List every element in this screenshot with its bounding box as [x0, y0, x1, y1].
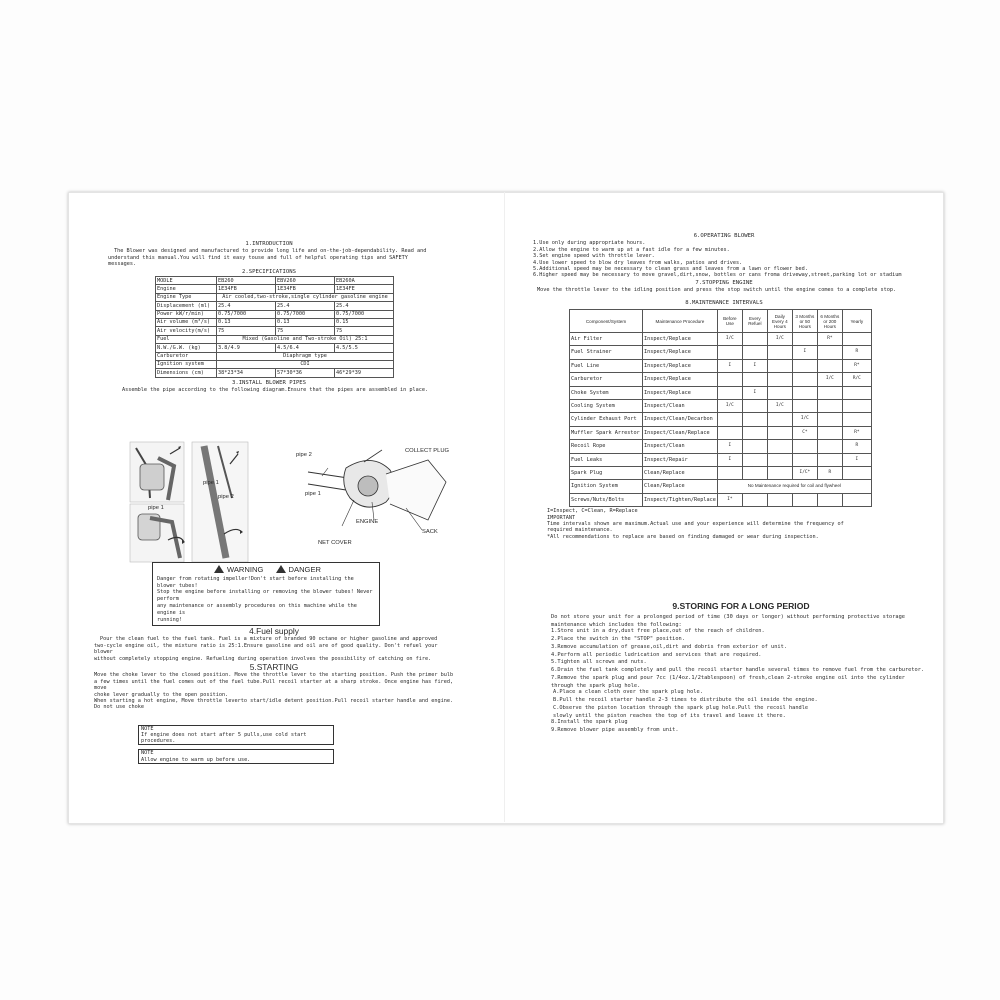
maintenance-mark-cell — [817, 346, 842, 359]
spec-value-cell: 25.4 — [276, 302, 335, 310]
maintenance-header-cell: Every Refuel — [742, 310, 767, 333]
maintenance-row — [570, 426, 872, 439]
maintenance-component-cell: Recoil Rope — [570, 440, 643, 453]
pipe-assembly-diagram — [128, 438, 458, 566]
maintenance-mark-cell — [817, 440, 842, 453]
important-line: required maintenance. — [547, 527, 613, 534]
warning-line: Stop the engine before installing or removing the blower tubes! Never perform — [157, 589, 373, 603]
maintenance-mark-cell — [717, 386, 742, 399]
spec-row — [156, 335, 394, 343]
spec-value-cell: Mixed (Gasoline and Two-stroke Oil) 25:1 — [217, 335, 394, 343]
maintenance-mark-cell — [842, 386, 871, 399]
maintenance-mark-cell — [792, 493, 817, 506]
maintenance-mark-cell — [792, 333, 817, 346]
maintenance-mark-cell — [792, 359, 817, 372]
maintenance-header-cell: Daily Every 4 Hours — [767, 310, 792, 333]
maintenance-mark-cell — [842, 400, 871, 413]
maintenance-component-cell: Muffler Spark Arrestor — [570, 426, 643, 439]
spec-label-cell: Ignition system — [156, 360, 217, 368]
spec-label-cell: Displacement (ml) — [156, 302, 217, 310]
maintenance-mark-cell — [767, 466, 792, 479]
spec-value-cell: 3.8/4.9 — [217, 344, 276, 352]
operating-line: 5.Additional speed may be necessary to clean grass and leaves from a lawn or flower bed. — [533, 266, 808, 273]
spec-value-cell: 4.5/5.5 — [335, 344, 394, 352]
spec-label-cell: N.W./G.W. (kg) — [156, 344, 217, 352]
operating-line: 3.Set engine speed with throttle lever. — [533, 253, 655, 260]
spec-label-cell: Power kW/r/min) — [156, 310, 217, 318]
diagram-label-pipe-2: pipe 2 — [296, 452, 312, 458]
maintenance-procedure-cell: Inspect/Replace — [643, 333, 718, 346]
maintenance-mark-cell — [742, 346, 767, 359]
spec-value-cell: Diaphragm type — [217, 352, 394, 360]
spec-value-cell: 75 — [335, 327, 394, 335]
note-box-cold-start — [138, 725, 334, 746]
maintenance-mark-cell — [817, 413, 842, 426]
diagram-label-engine: ENGINE — [356, 519, 379, 525]
spec-row — [156, 369, 394, 377]
maintenance-procedure-cell: Inspect/Clean/Replace — [643, 426, 718, 439]
maintenance-procedure-cell: Inspect/Clean/Decarbon — [643, 413, 718, 426]
stopping-heading: 7.STOPPING ENGINE — [695, 279, 753, 286]
maintenance-mark-cell — [717, 413, 742, 426]
operating-heading: 6.OPERATING BLOWER — [693, 233, 755, 239]
spec-value-cell: 0.15 — [335, 318, 394, 326]
spec-value-cell: 4.5/6.4 — [276, 344, 335, 352]
maintenance-mark-cell: I/C — [767, 333, 792, 346]
warning-triangle-icon — [214, 565, 224, 573]
maintenance-mark-cell — [742, 440, 767, 453]
maintenance-procedure-cell: Inspect/Clean — [643, 440, 718, 453]
maintenance-legend: I=Inspect, C=Clean, R=Replace — [547, 508, 638, 515]
spec-row — [156, 352, 394, 360]
maintenance-component-cell: Air Filter — [570, 333, 643, 346]
storing-heading: 9.STORING FOR A LONG PERIOD — [672, 601, 810, 611]
maintenance-mark-cell — [817, 493, 842, 506]
spec-row — [156, 327, 394, 335]
spec-row — [156, 302, 394, 310]
spec-value-cell: 0.75/7000 — [335, 310, 394, 318]
spec-label-cell: Dimensions (cm) — [156, 369, 217, 377]
maintenance-mark-cell: I/C — [792, 413, 817, 426]
spec-value-cell: Air cooled,two-stroke,single cylinder gasoline engine — [217, 293, 394, 301]
danger-triangle-icon — [276, 565, 286, 573]
maintenance-mark-cell — [817, 453, 842, 466]
maintenance-mark-cell — [742, 400, 767, 413]
spec-value-cell: 0.13 — [217, 318, 276, 326]
starting-line: When starting a hot engine, Move throttle leverto start/idle detent position.Pull recoil starter handle and engine. — [94, 698, 454, 705]
maintenance-row — [570, 480, 872, 493]
maintenance-row — [570, 413, 872, 426]
spec-value-cell: 0.75/7000 — [276, 310, 335, 318]
fuel-line: two-cycle engine oil, the mixture ratio is 25:1.Ensure gasoline and oil are of good quality. Don't refuel your blower — [94, 642, 438, 656]
maintenance-mark-cell — [742, 373, 767, 386]
maintenance-procedure-cell: Inspect/Replace — [643, 386, 718, 399]
maintenance-mark-cell — [792, 400, 817, 413]
maintenance-mark-cell: I — [717, 359, 742, 372]
storing-line: A.Place a clean cloth over the spark plug hole. — [553, 689, 703, 696]
spec-label-cell: Air volume (m³/s) — [156, 318, 217, 326]
storing-line: 8.Install the spark plug — [551, 718, 628, 725]
maintenance-heading: 8.MAINTENANCE INTERVALS — [685, 299, 763, 306]
maintenance-header-cell: Before Use — [717, 310, 742, 333]
spec-value-cell: 75 — [276, 327, 335, 335]
important-line: Time intervals shown are maximum.Actual use and your experience will determine the frequency of — [547, 520, 844, 527]
note-title: NOTE — [141, 725, 154, 732]
maintenance-mark-cell — [742, 466, 767, 479]
spec-label-cell: Engine Type — [156, 293, 217, 301]
storing-line: slowly until the piston reaches the top of its travel and leave it there. — [553, 712, 786, 719]
fuel-heading: 4.Fuel supply — [249, 626, 299, 636]
spec-value-cell: 25.4 — [335, 302, 394, 310]
maintenance-row — [570, 440, 872, 453]
operating-line: 2.Allow the engine to warm up at a fast idle for a few minutes. — [533, 246, 730, 253]
maintenance-row — [570, 333, 872, 346]
starting-line: Move the choke lever to the closed position. Move the throttle lever to the starting position. Push the primer bulb — [94, 672, 454, 679]
spec-row — [156, 293, 394, 301]
spec-row — [156, 360, 394, 368]
maintenance-header-cell: Maintenance Procedure — [643, 310, 718, 333]
spec-value-cell: 25.4 — [217, 302, 276, 310]
storing-line: 3.Remove accumulation of grease,oil,dirt and dobris from exterior of unit. — [551, 643, 787, 650]
storing-line: B.Pull the recoil starter handle 2-3 times to distribute the oil inside the engine. — [553, 697, 818, 704]
maintenance-mark-cell — [767, 386, 792, 399]
maintenance-mark-cell: I* — [717, 493, 742, 506]
maintenance-mark-cell — [767, 373, 792, 386]
maintenance-component-cell: Ignition System — [570, 480, 643, 493]
maintenance-mark-cell — [717, 346, 742, 359]
storing-section — [551, 600, 931, 735]
intro-line: The Blower was designed and manufactured to provide long life and on-the-job-dependability. Read and — [114, 248, 427, 255]
maintenance-mark-cell: R* — [842, 426, 871, 439]
maintenance-mark-cell — [817, 400, 842, 413]
maintenance-header-row — [570, 310, 872, 333]
important-title: IMPORTANT — [547, 514, 576, 521]
maintenance-mark-cell: I — [792, 346, 817, 359]
spec-row — [156, 285, 394, 293]
maintenance-procedure-cell: Inspect/Replace — [643, 373, 718, 386]
spec-value-cell: EBV260 — [276, 277, 335, 285]
maintenance-mark-cell: No Maintenance required for coil and flywheel — [717, 480, 871, 493]
storing-line: maintenance which includes the following: — [551, 621, 682, 628]
maintenance-mark-cell: I/C* — [792, 466, 817, 479]
maintenance-component-cell: Fuel Line — [570, 359, 643, 372]
maintenance-mark-cell — [842, 333, 871, 346]
maintenance-mark-cell — [842, 493, 871, 506]
maintenance-header-cell: 6 Months or 200 Hours — [817, 310, 842, 333]
diagram-label-net-cover: NET COVER — [318, 540, 352, 546]
warning-line: any maintenance or assembly procedures on this machine while the engine is — [157, 602, 357, 616]
storing-line: Do not store your unit for a prolonged period of time (30 days or longer) without performing protective storage — [551, 613, 905, 620]
spec-value-cell: 0.75/7000 — [217, 310, 276, 318]
spec-value-cell: 46*29*39 — [335, 369, 394, 377]
fuel-line: without completely stopping engine. Refueling during operation involves the possibility of catching on fire. — [94, 655, 432, 662]
left-page-lower — [128, 562, 448, 626]
maintenance-component-cell: Fuel Strainer — [570, 346, 643, 359]
maintenance-procedure-cell: Clean/Replace — [643, 480, 718, 493]
spec-label-cell: Fuel — [156, 335, 217, 343]
spec-value-cell: 1E34FB — [217, 285, 276, 293]
maintenance-row — [570, 493, 872, 506]
specs-heading: 2.SPECIFICATIONS — [242, 268, 296, 275]
operating-line: 4.Use lower speed to blow dry leaves from walks, patios and drives. — [533, 259, 743, 266]
maintenance-row — [570, 359, 872, 372]
maintenance-mark-cell — [767, 346, 792, 359]
maintenance-mark-cell — [817, 386, 842, 399]
storing-line: 6.Drain the fuel tank completely and pull the recoil starter handle several times to remove fuel from the carburetor. — [551, 667, 925, 674]
warning-line: running! — [157, 616, 182, 623]
maintenance-mark-cell — [767, 493, 792, 506]
maintenance-row — [570, 453, 872, 466]
maintenance-mark-cell: I — [842, 453, 871, 466]
maintenance-mark-cell — [792, 373, 817, 386]
maintenance-mark-cell — [742, 413, 767, 426]
spec-value-cell: EB260A — [335, 277, 394, 285]
starting-line: a few times until the fuel comes out of the fuel tube.Pull recoil starter at a sharp stroke. Once engine has fired, move — [94, 678, 454, 692]
maintenance-component-cell: Spark Plug — [570, 466, 643, 479]
note-box-warm-up — [138, 749, 334, 763]
maintenance-mark-cell: R — [842, 440, 871, 453]
storing-line: 7.Remove the spark plug and pour 7cc (1/4oz.1/2tablespoon) of fresh,clean 2-stroke engine oil into the cylinder — [551, 675, 905, 682]
maintenance-component-cell: Carburetor — [570, 373, 643, 386]
maintenance-mark-cell: R/C — [842, 373, 871, 386]
maintenance-mark-cell — [767, 413, 792, 426]
maintenance-mark-cell — [767, 440, 792, 453]
maintenance-component-cell: Fuel Leaks — [570, 453, 643, 466]
maintenance-mark-cell — [767, 359, 792, 372]
storing-line: through the spark plug hole. — [551, 683, 641, 690]
maintenance-mark-cell — [767, 426, 792, 439]
starting-heading: 5.STARTING — [249, 662, 299, 673]
maintenance-procedure-cell: Inspect/Replace — [643, 359, 718, 372]
install-line: Assemble the pipe according to the following diagram.Ensure that the pipes are assembled in place. — [122, 387, 429, 394]
maintenance-mark-cell: I — [717, 453, 742, 466]
spec-value-cell: 0.13 — [276, 318, 335, 326]
fuel-line: Pour the clean fuel to the fuel tank. Fuel is a mixture of branded 90 octane or higher gasoline and approved — [100, 636, 438, 643]
note-title: NOTE — [141, 750, 154, 757]
right-page — [533, 232, 915, 540]
starting-line: Do not use choke — [94, 704, 144, 711]
spec-label-cell: MODLE — [156, 277, 217, 285]
warning-header — [157, 565, 375, 574]
maintenance-procedure-cell: Inspect/Clean — [643, 400, 718, 413]
maintenance-header-cell: 3 Months or 50 Hours — [792, 310, 817, 333]
diagram-label-photo-pipe-1b: pipe 1 — [148, 505, 164, 511]
storing-line: 5.Tighten all screws and nuts. — [551, 659, 647, 666]
page-fold — [504, 192, 505, 822]
maintenance-mark-cell — [742, 453, 767, 466]
maintenance-mark-cell: R — [842, 346, 871, 359]
maintenance-row — [570, 386, 872, 399]
maintenance-mark-cell: R* — [842, 359, 871, 372]
starting-line: choke lever gradually to the open position. — [94, 691, 229, 698]
left-page-bottom — [94, 626, 454, 764]
maintenance-mark-cell: I/C — [767, 400, 792, 413]
spec-label-cell: Air velocity(m/s) — [156, 327, 217, 335]
storing-line: 9.Remove blower pipe assembly from unit. — [551, 726, 679, 733]
maintenance-mark-cell — [742, 333, 767, 346]
maintenance-mark-cell: R — [817, 466, 842, 479]
note-text: If engine does not start after 5 pulls,use cold start procedures. — [141, 732, 307, 745]
spec-value-cell: 38*23*34 — [217, 369, 276, 377]
operating-line: 1.Use only during appropriate hours. — [533, 240, 646, 247]
left-page — [108, 240, 430, 394]
diagram-label-collect-plug: COLLECT PLUG — [405, 448, 450, 454]
maintenance-mark-cell — [717, 426, 742, 439]
maintenance-mark-cell: I/C — [717, 400, 742, 413]
maintenance-mark-cell — [792, 453, 817, 466]
diagram-label-photo-pipe-2: pipe 2 — [218, 494, 234, 500]
diagram-label-pipe-1: pipe 1 — [305, 491, 321, 497]
spec-row — [156, 310, 394, 318]
maintenance-mark-cell — [842, 466, 871, 479]
maintenance-mark-cell: I — [742, 386, 767, 399]
maintenance-mark-cell: I — [742, 359, 767, 372]
maintenance-mark-cell — [717, 466, 742, 479]
spec-label-cell: Engine — [156, 285, 217, 293]
maintenance-mark-cell — [792, 440, 817, 453]
maintenance-table — [569, 309, 872, 507]
maintenance-mark-cell: I/C — [817, 373, 842, 386]
storing-line: 2.Place the switch in the "STOP" position. — [551, 635, 685, 642]
maintenance-procedure-cell: Inspect/Repair — [643, 453, 718, 466]
storing-line: 1.Store unit in a dry,dust free place,out of the reach of children. — [551, 627, 765, 634]
intro-heading: 1.INTRODUCTION — [245, 241, 293, 247]
danger-word: DANGER — [288, 565, 322, 574]
maintenance-mark-cell — [792, 386, 817, 399]
maintenance-mark-cell — [742, 426, 767, 439]
maintenance-header-cell: Component/System — [570, 310, 643, 333]
important-line: *All recommendations to replace are based on finding damaged or wear during inspection. — [547, 533, 819, 540]
spec-row — [156, 318, 394, 326]
maintenance-procedure-cell: Inspect/Replace — [643, 346, 718, 359]
maintenance-mark-cell — [717, 373, 742, 386]
maintenance-component-cell: Screws/Nuts/Bolts — [570, 493, 643, 506]
maintenance-mark-cell: R* — [817, 333, 842, 346]
maintenance-mark-cell: C* — [792, 426, 817, 439]
maintenance-header-cell: Yearly — [842, 310, 871, 333]
maintenance-component-cell: Cylinder Exhaust Port — [570, 413, 643, 426]
maintenance-row — [570, 373, 872, 386]
spec-value-cell: 57*30*36 — [276, 369, 335, 377]
storing-line: 4.Perform all periodic ludrication and services that are required. — [551, 651, 762, 658]
stopping-line: Move the throttle lever to the idling position and press the stop switch until the engine comes to a complete stop. — [537, 287, 897, 294]
maintenance-mark-cell — [842, 413, 871, 426]
spec-row — [156, 277, 394, 285]
spec-table — [155, 276, 394, 378]
maintenance-mark-cell: I/C — [717, 333, 742, 346]
diagram-label-photo-pipe-1: pipe 1 — [203, 480, 219, 486]
maintenance-mark-cell — [817, 426, 842, 439]
spec-row — [156, 344, 394, 352]
spec-value-cell: 75 — [217, 327, 276, 335]
storing-line: C.Observe the piston location through the spark plug hole.Pull the recoil handle — [553, 704, 809, 711]
spec-value-cell: 1E34FB — [276, 285, 335, 293]
install-heading: 3.INSTALL BLOWER PIPES — [231, 379, 307, 386]
warning-word: WARNING — [226, 565, 264, 574]
warning-box — [152, 562, 380, 626]
maintenance-mark-cell — [767, 453, 792, 466]
spec-label-cell: Carburetor — [156, 352, 217, 360]
spec-value-cell: 1E34FE — [335, 285, 394, 293]
diagram-label-sack: SACK — [422, 529, 438, 535]
spec-value-cell: CDI — [217, 360, 394, 368]
maintenance-mark-cell — [742, 493, 767, 506]
operating-line: 6.Higher speed may be necessary to move gravel,dirt,snow, bottles or cans froma driveway,street,parking lot or stadium — [533, 272, 902, 279]
maintenance-mark-cell: I — [717, 440, 742, 453]
maintenance-component-cell: Cooling System — [570, 400, 643, 413]
maintenance-component-cell: Choke System — [570, 386, 643, 399]
spec-value-cell: EB260 — [217, 277, 276, 285]
maintenance-row — [570, 466, 872, 479]
maintenance-procedure-cell: Inspect/Tighten/Replace — [643, 493, 718, 506]
intro-line: understand this manual.You will find it easy touse and full of helpful operating tips and SAFETY messages. — [108, 254, 408, 268]
maintenance-procedure-cell: Clean/Replace — [643, 466, 718, 479]
note-text: Allow engine to warm up before use. — [141, 756, 251, 763]
maintenance-mark-cell — [817, 359, 842, 372]
warning-line: Danger from rotating impeller!Don't start before installing the blower tubes! — [157, 575, 354, 589]
maintenance-row — [570, 400, 872, 413]
maintenance-row — [570, 346, 872, 359]
